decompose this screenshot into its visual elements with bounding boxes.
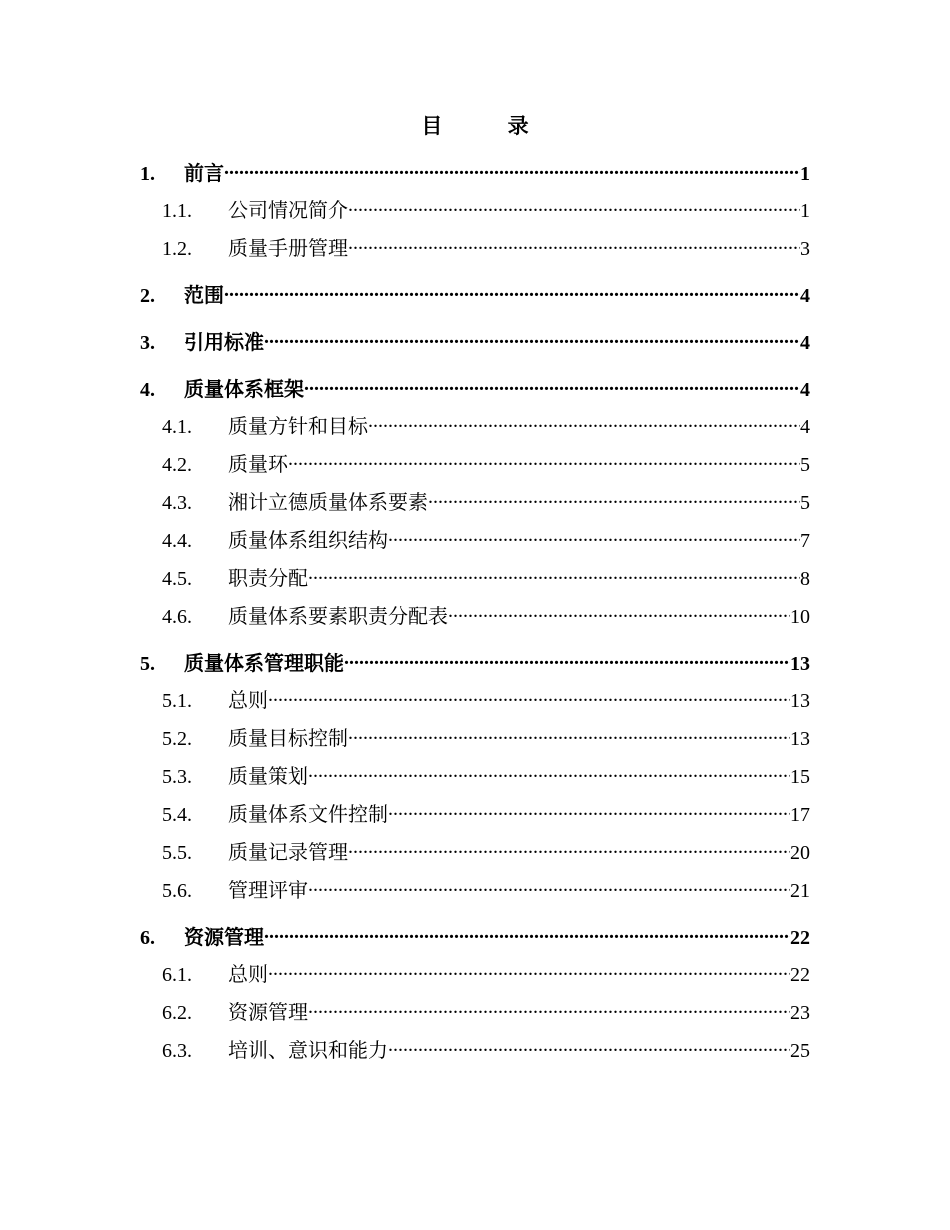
toc-entry-title: 质量目标控制 (228, 728, 348, 750)
toc-entry-4-1[interactable] (140, 411, 810, 442)
toc-entry-5[interactable] (140, 648, 810, 679)
toc-entry-6-1[interactable] (140, 959, 810, 990)
toc-dot-leader (304, 374, 800, 396)
toc-entry-title: 质量手册管理 (228, 238, 348, 260)
toc-entry-title: 质量方针和目标 (228, 416, 368, 438)
table-of-contents (140, 158, 810, 1073)
toc-entry-6-3[interactable] (140, 1035, 810, 1066)
toc-entry-1-2[interactable] (140, 233, 810, 264)
toc-entry-title: 质量体系管理职能 (184, 653, 344, 675)
toc-entry-5-1[interactable] (140, 685, 810, 716)
toc-entry-page: 10 (790, 606, 810, 628)
toc-entry-page: 1 (800, 163, 810, 185)
toc-entry-title: 质量体系框架 (184, 379, 304, 401)
toc-entry-title: 质量体系文件控制 (228, 804, 388, 826)
toc-entry-title: 管理评审 (228, 880, 308, 902)
toc-entry-3[interactable] (140, 327, 810, 358)
toc-entry-page: 20 (790, 842, 810, 864)
toc-entry-page: 4 (800, 332, 810, 354)
toc-entry-title: 资源管理 (184, 927, 264, 949)
toc-entry-page: 13 (790, 690, 810, 712)
toc-entry-number: 2. (140, 285, 155, 307)
toc-entry-number: 6. (140, 927, 155, 949)
toc-entry-title: 范围 (184, 285, 224, 307)
toc-dot-leader (224, 280, 800, 302)
toc-entry-title: 质量体系组织结构 (228, 530, 388, 552)
toc-entry-title: 前言 (184, 163, 224, 185)
toc-entry-number: 3. (140, 332, 155, 354)
toc-entry-number: 5. (140, 653, 155, 675)
toc-entry-number: 4.6. (162, 606, 192, 628)
toc-entry-page: 13 (790, 728, 810, 750)
toc-entry-6-2[interactable] (140, 997, 810, 1028)
toc-dot-leader (224, 158, 800, 180)
toc-entry-6[interactable] (140, 922, 810, 953)
toc-entry-title: 质量记录管理 (228, 842, 348, 864)
toc-entry-number: 4.3. (162, 492, 192, 514)
toc-dot-leader (388, 525, 800, 547)
toc-entry-5-4[interactable] (140, 799, 810, 830)
toc-dot-leader (348, 837, 790, 859)
toc-entry-4-4[interactable] (140, 525, 810, 556)
toc-entry-number: 6.3. (162, 1040, 192, 1062)
toc-entry-1-1[interactable] (140, 195, 810, 226)
toc-dot-leader (308, 875, 790, 897)
toc-dot-leader (268, 959, 790, 981)
toc-entry-5-2[interactable] (140, 723, 810, 754)
toc-entry-5-6[interactable] (140, 875, 810, 906)
toc-dot-leader (388, 799, 790, 821)
toc-entry-title: 质量环 (228, 454, 288, 476)
toc-entry-title: 培训、意识和能力 (228, 1040, 388, 1062)
toc-entry-page: 13 (790, 653, 810, 675)
toc-entry-page: 4 (800, 379, 810, 401)
toc-entry-page: 25 (790, 1040, 810, 1062)
toc-entry-number: 5.5. (162, 842, 192, 864)
toc-dot-leader (344, 648, 790, 670)
toc-entry-page: 21 (790, 880, 810, 902)
toc-entry-title: 湘计立德质量体系要素 (228, 492, 428, 514)
toc-dot-leader (348, 723, 790, 745)
toc-entry-number: 1.1. (162, 200, 192, 222)
toc-entry-4[interactable] (140, 374, 810, 405)
toc-dot-leader (388, 1035, 790, 1057)
toc-dot-leader (448, 601, 790, 623)
toc-entry-number: 4.5. (162, 568, 192, 590)
toc-entry-number: 4.1. (162, 416, 192, 438)
toc-title: 目 录 (421, 114, 559, 138)
toc-entry-number: 1. (140, 163, 155, 185)
toc-entry-number: 5.2. (162, 728, 192, 750)
toc-dot-leader (308, 761, 790, 783)
toc-dot-leader (308, 997, 790, 1019)
toc-dot-leader (264, 327, 800, 349)
toc-entry-5-3[interactable] (140, 761, 810, 792)
toc-entry-page: 17 (790, 804, 810, 826)
toc-dot-leader (308, 563, 800, 585)
toc-entry-number: 4. (140, 379, 155, 401)
toc-dot-leader (348, 233, 800, 255)
toc-entry-page: 3 (800, 238, 810, 260)
toc-dot-leader (268, 685, 790, 707)
toc-entry-4-2[interactable] (140, 449, 810, 480)
toc-entry-title: 引用标准 (184, 332, 264, 354)
toc-entry-page: 5 (800, 492, 810, 514)
toc-entry-1[interactable] (140, 158, 810, 189)
toc-entry-number: 5.4. (162, 804, 192, 826)
toc-entry-number: 5.6. (162, 880, 192, 902)
toc-entry-page: 23 (790, 1002, 810, 1024)
toc-entry-page: 8 (800, 568, 810, 590)
toc-entry-4-6[interactable] (140, 601, 810, 632)
toc-entry-number: 6.1. (162, 964, 192, 986)
toc-entry-number: 4.2. (162, 454, 192, 476)
toc-entry-title: 职责分配 (228, 568, 308, 590)
toc-entry-page: 4 (800, 416, 810, 438)
toc-entry-5-5[interactable] (140, 837, 810, 868)
toc-entry-2[interactable] (140, 280, 810, 311)
toc-entry-title: 公司情况简介 (228, 200, 348, 222)
toc-entry-page: 22 (790, 964, 810, 986)
toc-entry-number: 4.4. (162, 530, 192, 552)
toc-dot-leader (428, 487, 800, 509)
toc-entry-number: 5.1. (162, 690, 192, 712)
toc-entry-title: 总则 (228, 964, 268, 986)
toc-entry-number: 6.2. (162, 1002, 192, 1024)
toc-entry-page: 4 (800, 285, 810, 307)
toc-entry-page: 15 (790, 766, 810, 788)
toc-dot-leader (264, 922, 790, 944)
toc-dot-leader (368, 411, 800, 433)
toc-entry-title: 质量体系要素职责分配表 (228, 606, 448, 628)
toc-entry-number: 1.2. (162, 238, 192, 260)
toc-entry-4-5[interactable] (140, 563, 810, 594)
toc-entry-page: 5 (800, 454, 810, 476)
toc-entry-number: 5.3. (162, 766, 192, 788)
toc-entry-page: 22 (790, 927, 810, 949)
toc-entry-title: 资源管理 (228, 1002, 308, 1024)
toc-entry-page: 7 (800, 530, 810, 552)
toc-dot-leader (348, 195, 800, 217)
toc-entry-title: 质量策划 (228, 766, 308, 788)
toc-entry-page: 1 (800, 200, 810, 222)
toc-dot-leader (288, 449, 800, 471)
toc-entry-4-3[interactable] (140, 487, 810, 518)
toc-entry-title: 总则 (228, 690, 268, 712)
